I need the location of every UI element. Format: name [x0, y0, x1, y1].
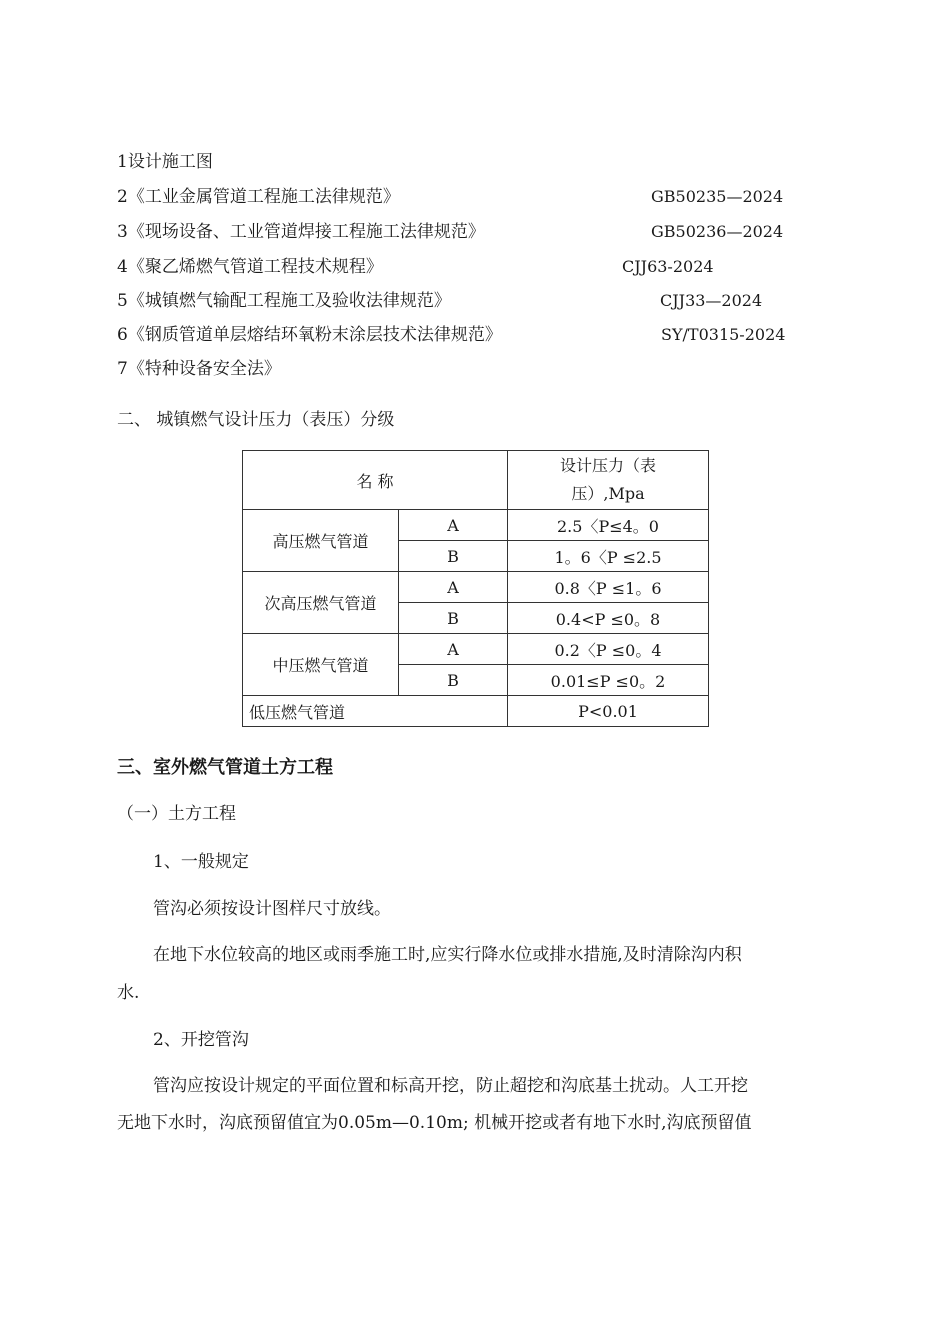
reference-code: CJJ33—2024: [660, 291, 763, 310]
header-name: 名 称: [243, 451, 508, 510]
pressure-range: P<0.01: [508, 696, 709, 727]
pipe-class-name: 高压燃气管道: [243, 510, 399, 572]
paragraph: 管沟应按设计规定的平面位置和标高开挖，防止超挖和沟底基土扰动。人工开挖: [153, 1076, 748, 1096]
reference-code: CJJ63-2024: [622, 257, 714, 276]
pressure-range: 0.8〈P ≤1。6: [508, 572, 709, 603]
reference-item: 7《特种设备安全法》: [117, 359, 281, 379]
pressure-range: 1。6〈P ≤2.5: [508, 541, 709, 572]
grade-letter: A: [399, 510, 508, 541]
reference-item: 1设计施工图: [117, 152, 213, 172]
paragraph: 水.: [117, 983, 140, 1003]
pressure-range: 0.4<P ≤0。8: [508, 603, 709, 634]
pressure-range: 0.01≤P ≤0。2: [508, 665, 709, 696]
item-heading: 1、一般规定: [153, 852, 249, 872]
reference-item: 6《钢质管道单层熔结环氧粉末涂层技术法律规范》: [117, 325, 502, 345]
pressure-range: 2.5〈P≤4。0: [508, 510, 709, 541]
pipe-class-name: 次高压燃气管道: [243, 572, 399, 634]
paragraph: 管沟必须按设计图样尺寸放线。: [153, 899, 391, 919]
pressure-grade-table: [242, 450, 709, 727]
header-pressure-line1: 设计压力（表: [559, 456, 656, 475]
pressure-range: 0.2〈P ≤0。4: [508, 634, 709, 665]
section-heading: 二、 城镇燃气设计压力（表压）分级: [117, 410, 395, 430]
header-pressure-line2: 压）,Mpa: [571, 484, 645, 503]
paragraph: 无地下水时，沟底预留值宜为0.05m—0.10m; 机械开挖或者有地下水时,沟底预留值: [117, 1113, 752, 1133]
reference-code: GB50236—2024: [651, 222, 784, 241]
reference-code: GB50235—2024: [651, 187, 784, 206]
grade-letter: B: [399, 603, 508, 634]
subsection-heading: （一）土方工程: [117, 804, 236, 824]
reference-item: 3《现场设备、工业管道焊接工程施工法律规范》: [117, 222, 485, 242]
grade-letter: A: [399, 634, 508, 665]
reference-item: 5《城镇燃气输配工程施工及验收法律规范》: [117, 291, 451, 311]
grade-letter: B: [399, 541, 508, 572]
reference-item: 4《聚乙烯燃气管道工程技术规程》: [117, 257, 383, 277]
reference-item: 2《工业金属管道工程施工法律规范》: [117, 187, 400, 207]
pipe-class-name: 中压燃气管道: [243, 634, 399, 696]
pipe-class-name: 低压燃气管道: [243, 696, 508, 727]
paragraph: 在地下水位较高的地区或雨季施工时,应实行降水位或排水措施,及时清除沟内积: [153, 945, 742, 965]
reference-code: SY/T0315-2024: [661, 325, 786, 344]
item-heading: 2、开挖管沟: [153, 1030, 249, 1050]
header-pressure: [508, 451, 709, 510]
section-heading: 三、室外燃气管道土方工程: [117, 757, 333, 778]
grade-letter: A: [399, 572, 508, 603]
grade-letter: B: [399, 665, 508, 696]
